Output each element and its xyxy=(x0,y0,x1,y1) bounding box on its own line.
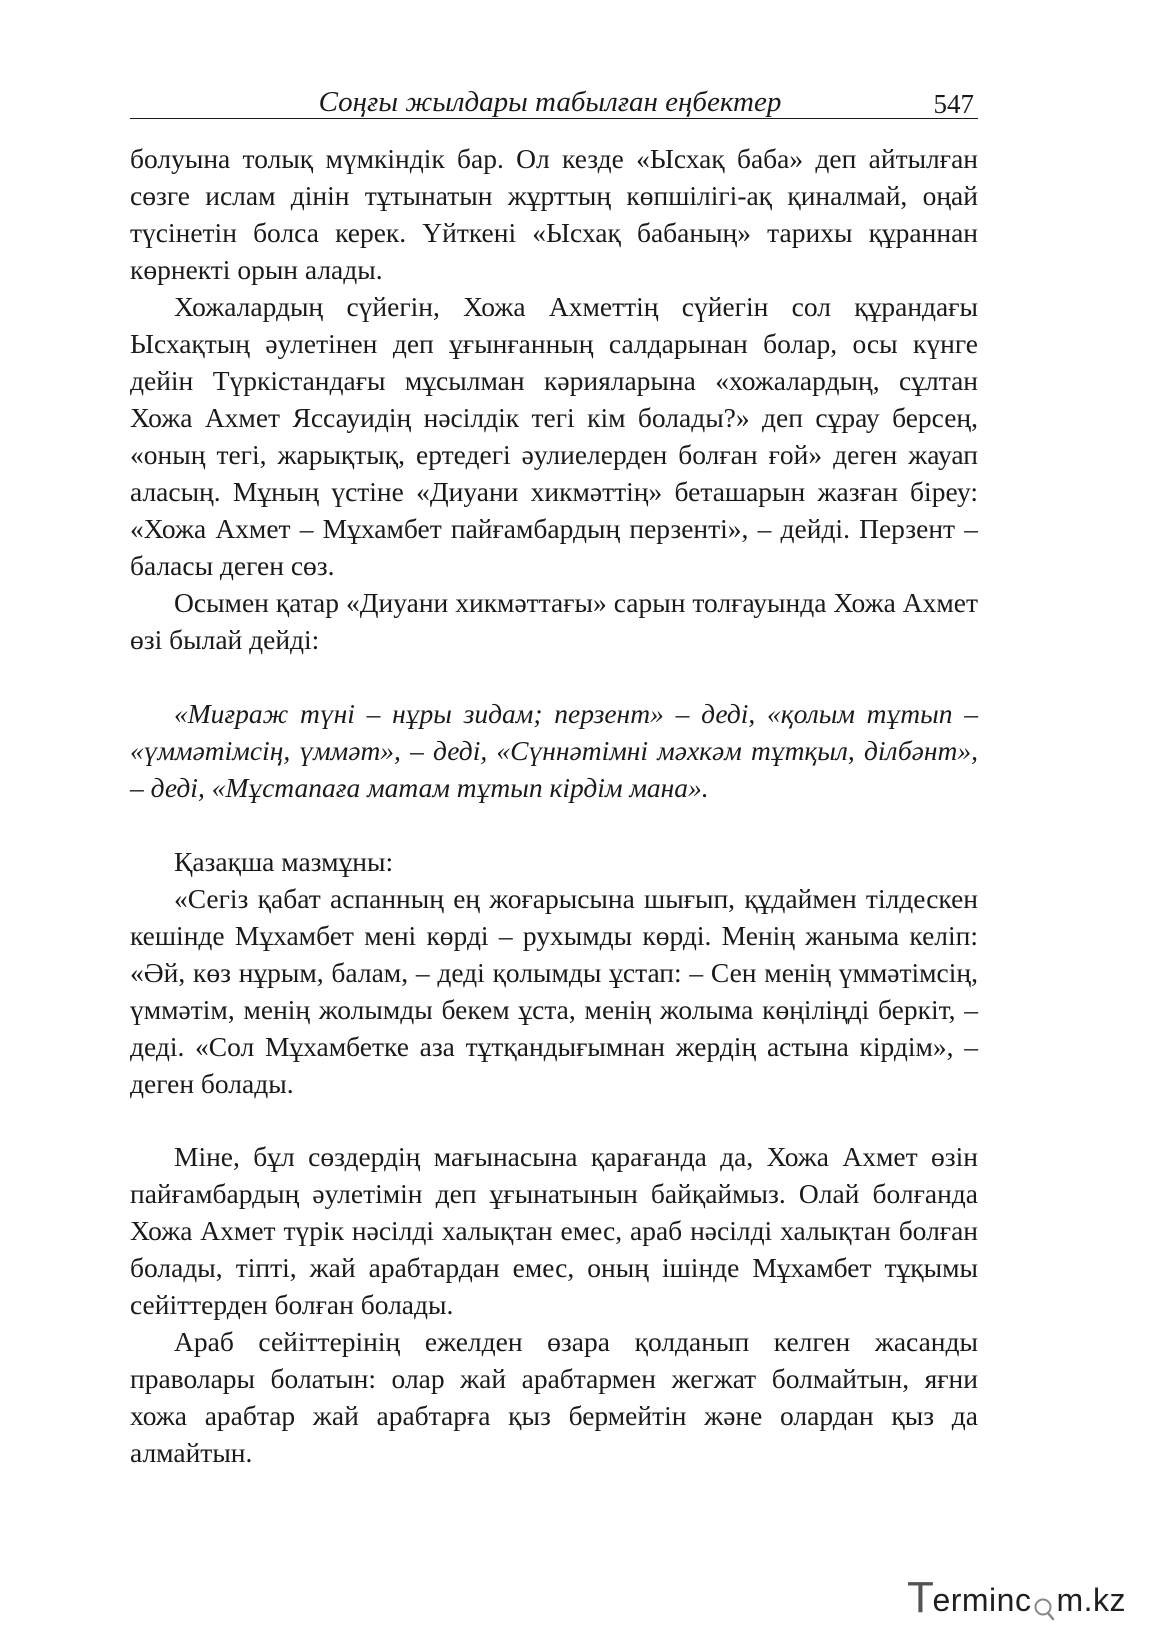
paragraph-5: Араб сейіттерінің ежелден өзара қолданып келген жасанды праволары болатын: олар жай арабтармен жегжат болмайтын, яғни хожа арабтар жай арабтарға қыз бермейтін және олардан қыз да алмайтын. xyxy=(130,1326,978,1468)
magnifier-icon xyxy=(1033,1592,1055,1614)
page-number: 547 xyxy=(933,89,974,119)
spacer xyxy=(130,1102,978,1138)
watermark-t: T xyxy=(907,1573,935,1622)
page-body xyxy=(130,140,978,1471)
spacer xyxy=(130,806,978,843)
paragraph-1: болуына толық мүмкіндік бар. Ол кезде «Ысхақ баба» деп айтылған сөзге ислам дінін тұтынатын жұрттың көпшілігі-ақ қиналмай, оңай түсінетін болса керек. Үйткені «Ысхақ бабаның» тарихы құраннан көрнекті орын алады. xyxy=(130,143,978,285)
paragraph-2: Хожалардың сүйегін, Хожа Ахметтің сүйегін сол құрандағы Ысхақтың әулетінен деп ұғынғанның салдарынан болар, осы күнге дейін Түркістандағы мұсылман кәрияларына «хожалардың, сұлтан Хожа Ахмет Яссауидің нәсілдік тегі кім болады?» деп сұрау берсең, «оның тегі, жарықтық, ертедегі әулиелерден болған ғой» деген жауап аласың. Мұның үстіне «Диуани хикмәттің» беташарын жазған біреу: «Хожа Ахмет – Мұхамбет пайғамбардың перзенті», – дейді. Перзент – баласы деген сөз. xyxy=(130,291,978,581)
running-head: Соңғы жылдары табылған еңбектер xyxy=(318,86,782,118)
watermark-text-2: m.kz xyxy=(1056,1582,1126,1618)
page-header xyxy=(130,86,978,119)
paragraph-3: Осымен қатар «Диуани хикмәттағы» сарын толғауында Хожа Ахмет өзі былай дейді: xyxy=(130,587,978,655)
spacer xyxy=(130,658,978,695)
watermark-text-1: erminc xyxy=(932,1582,1032,1618)
translation-label: Қазақша мазмұны: xyxy=(174,846,394,877)
site-watermark xyxy=(907,1573,1126,1622)
translation-paragraph: «Сегіз қабат аспанның ең жоғарысына шығып, құдаймен тілдескен кешінде Мұхамбет мені көрді – рухымды көрді. Менің жаныма келіп: «Әй, көз нұрым, балам, – деді қолымды ұстап: – Сен менің үммәтімсің, үммәтім, менің жолымды бекем ұста, менің жолыма көңіліңді беркіт, – деді. «Сол Мұхамбетке аза тұтқандығымнан жердің астына кірдім», – деген болады. xyxy=(130,883,978,1099)
verse-quote: «Миғраж түні – нұры зидам; перзент» – деді, «қолым тұтып – «үммәтімсің, үммәт», – деді, «Сүннәтімні мәхкәм тұтқыл, ділбәнт», – деді, «Мұстапаға матам тұтып кірдім мана». xyxy=(130,698,978,803)
paragraph-4: Міне, бұл сөздердің мағынасына қарағанда да, Хожа Ахмет өзін пайғамбардың әулетімін деп ұғынатынын байқаймыз. Олай болғанда Хожа Ахмет түрік нәсілді халықтан емес, араб нәсілді халықтан болған болады, тіпті, жай арабтардан емес, оның ішінде Мұхамбет тұқымы сейіттерден болған болады. xyxy=(130,1141,978,1320)
